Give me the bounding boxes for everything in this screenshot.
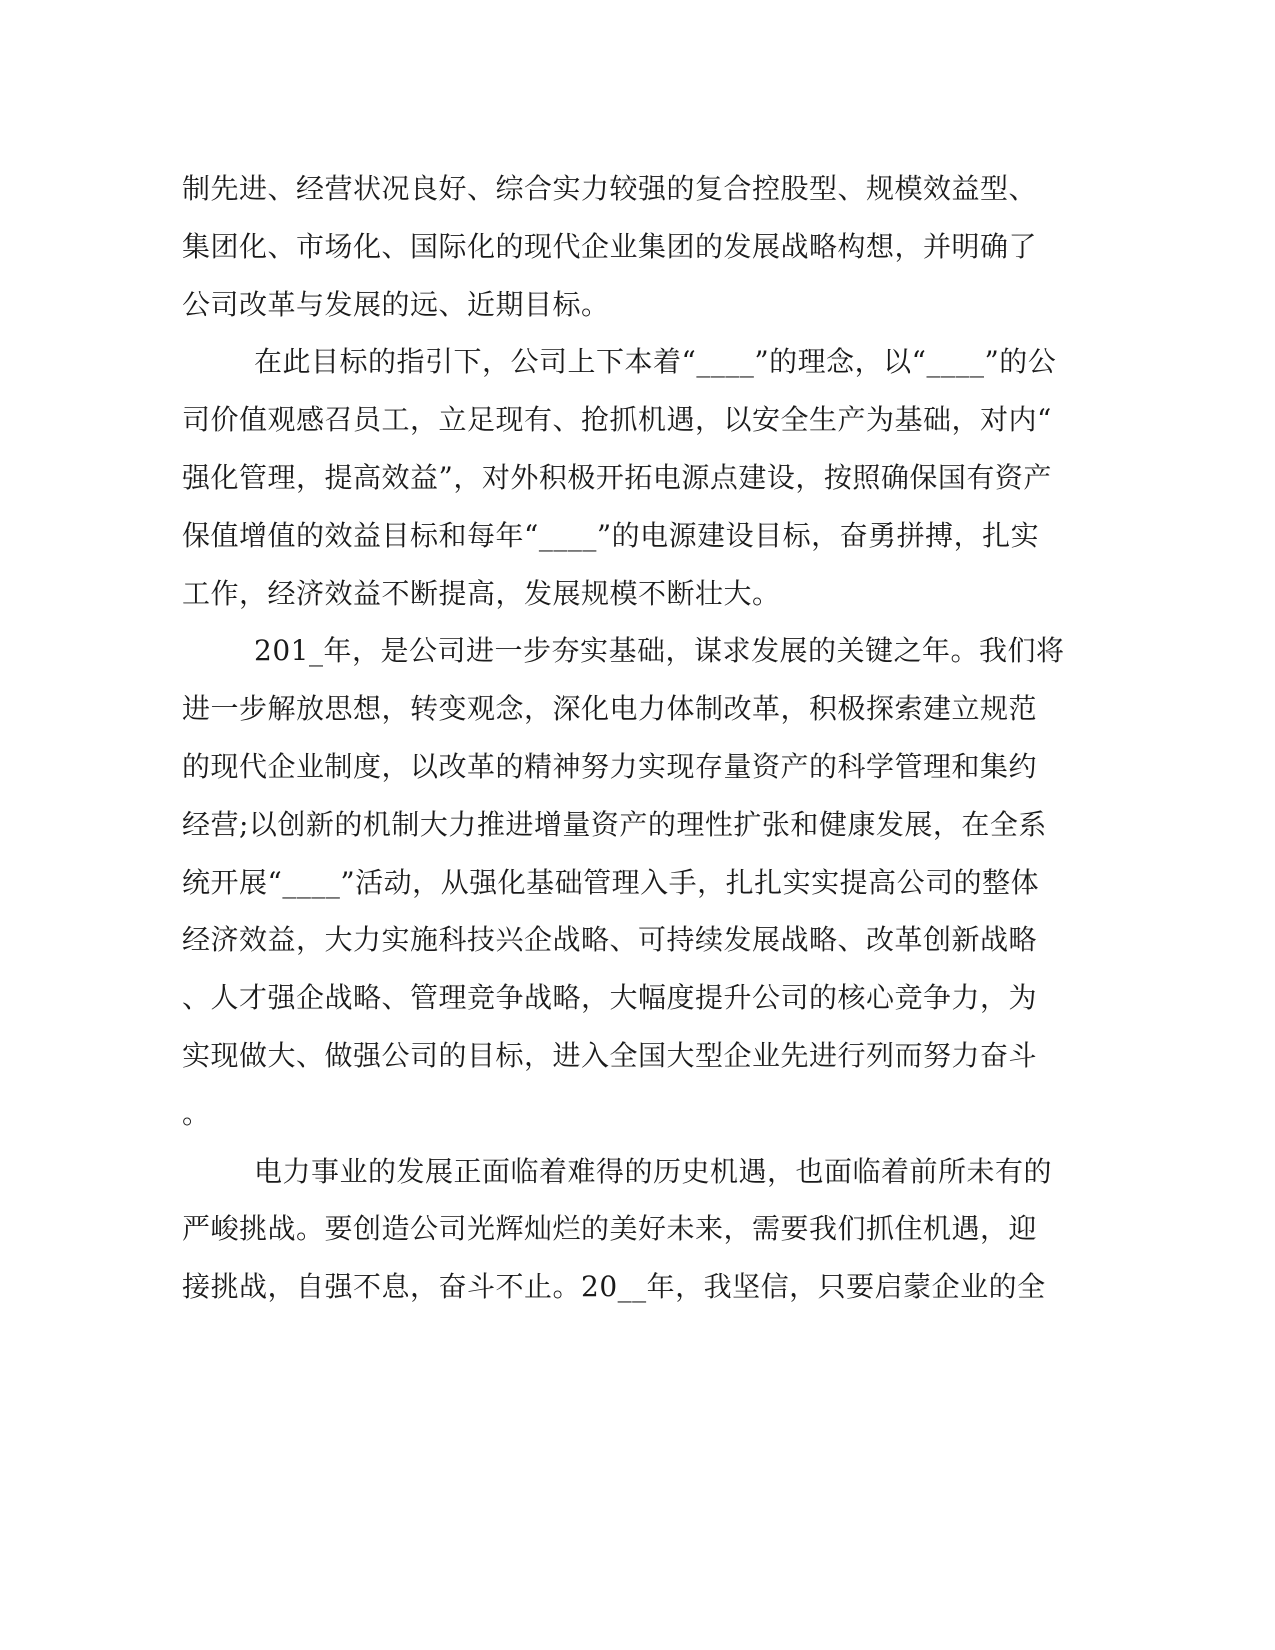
text-line: 司价值观感召员工，立足现有、抢抓机遇，以安全生产为基础，对内“: [182, 403, 1052, 437]
text-line: 保值增值的效益目标和每年“____”的电源建设目标，奋勇拼搏，扎实: [182, 518, 1040, 552]
text-line: 强化管理，提高效益”，对外积极开拓电源点建设，按照确保国有资产: [182, 460, 1052, 494]
body-text: [182, 160, 1082, 1316]
paragraph-first-line: 电力事业的发展正面临着难得的历史机遇，也面临着前所未有的: [254, 1154, 1053, 1188]
text-line: 经济效益，大力实施科技兴企战略、可持续发展战略、改革创新战略: [182, 923, 1038, 957]
text-line: 的现代企业制度，以改革的精神努力实现存量资产的科学管理和集约: [182, 749, 1038, 783]
text-line: 集团化、市场化、国际化的现代企业集团的发展战略构想，并明确了: [182, 229, 1038, 263]
text-line: 、人才强企战略、管理竞争战略，大幅度提升公司的核心竞争力，为: [182, 981, 1038, 1015]
text-line: 进一步解放思想，转变观念，深化电力体制改革，积极探索建立规范: [182, 692, 1038, 726]
text-line: 制先进、经营状况良好、综合实力较强的复合控股型、规模效益型、: [182, 172, 1038, 205]
text-line: 。: [182, 1096, 211, 1130]
text-line: 经营;以创新的机制大力推进增量资产的理性扩张和健康发展，在全系: [182, 807, 1047, 841]
paragraph-first-line: 201_年，是公司进一步夯实基础，谋求发展的关键之年。我们将: [254, 634, 1065, 668]
paragraph-first-line: 在此目标的指引下，公司上下本着“____”的理念，以“____”的公: [254, 345, 1057, 379]
text-line: 统开展“____”活动，从强化基础管理入手，扎扎实实提高公司的整体: [182, 865, 1040, 899]
text-line: 接挑战，自强不息，奋斗不止。20__年，我坚信，只要启蒙企业的全: [182, 1270, 1046, 1304]
text-line: 实现做大、做强公司的目标，进入全国大型企业先进行列而努力奋斗: [182, 1038, 1038, 1072]
text-line: 工作，经济效益不断提高，发展规模不断壮大。: [182, 576, 781, 610]
text-line: 公司改革与发展的远、近期目标。: [182, 287, 610, 321]
text-line: 严峻挑战。要创造公司光辉灿烂的美好未来，需要我们抓住机遇，迎: [182, 1212, 1038, 1246]
